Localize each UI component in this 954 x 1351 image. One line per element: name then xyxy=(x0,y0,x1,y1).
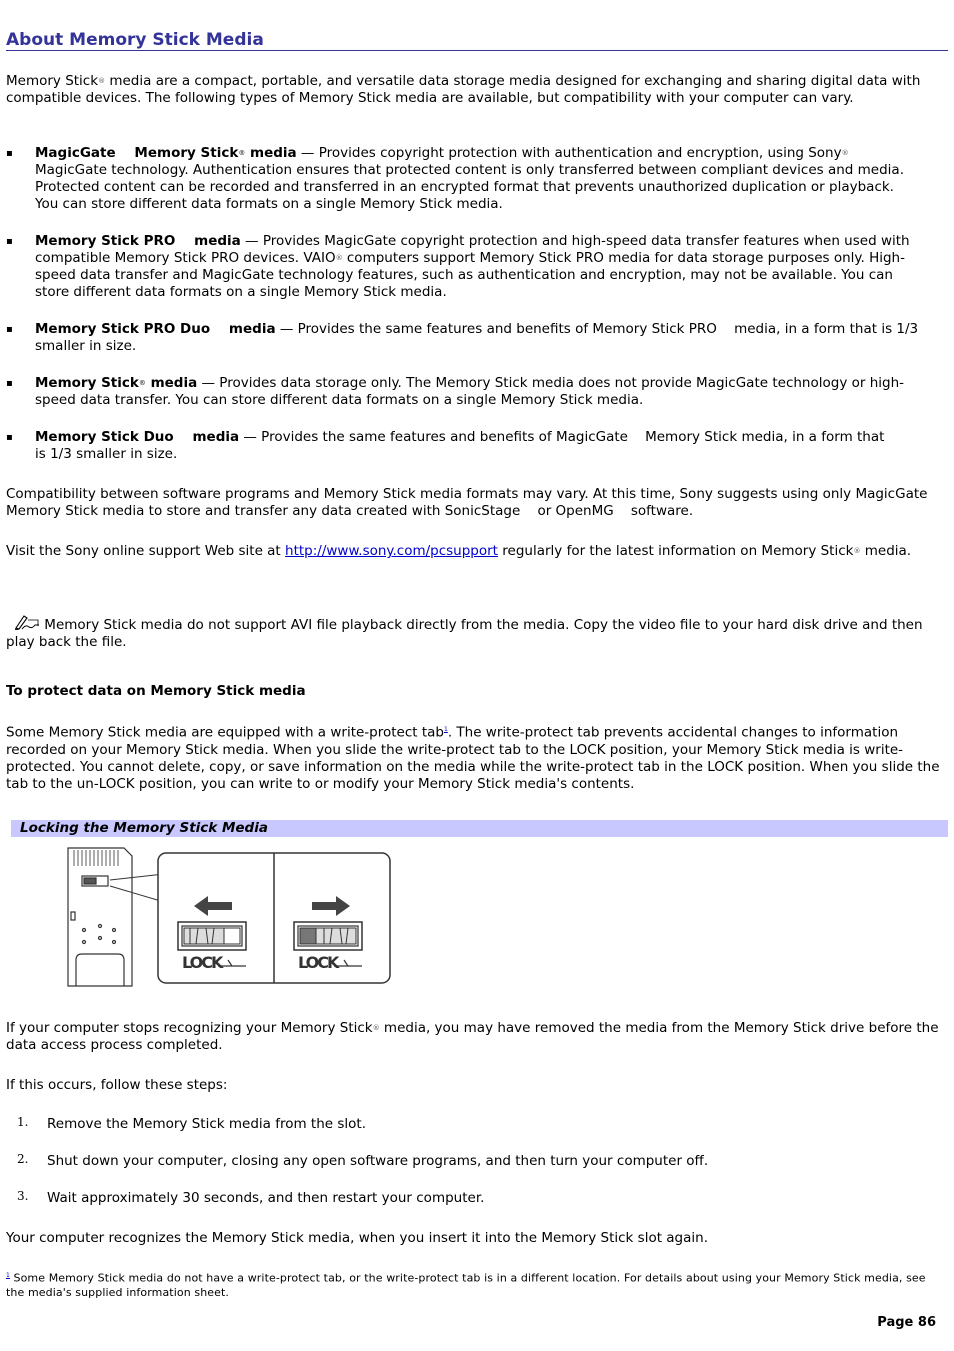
lock-label-left: LOCK xyxy=(182,953,222,972)
footnote: $^1$ Some Memory Stick media do not have a write-protect tab, or the write-protect tab is in a different location. For details about using your Memory Stick media, see the media's supplied information sheet. xyxy=(6,1271,926,1299)
closing-paragraph: Your computer recognizes the Memory Stick media, when you insert it into the Memory Stick slot again. xyxy=(6,1230,708,1246)
protect-paragraph: Some Memory Stick media are equipped with a write-protect tab$^1$. The write-protect tab prevents accidental changes to information recorded on your Memory Stick media. When you slide the write-protect tab to the LOCK position, your Memory Stick media is write-protected. You cannot delete, copy, or save information on the media while the write-protect tab in the LOCK position. When you slide the tab to the un-LOCK position, you can write to or modify your Memory Stick media's contents. xyxy=(6,724,940,792)
lock-switch-unlocked xyxy=(294,922,362,950)
page-number: Page 86 xyxy=(877,1315,936,1330)
bullet-marker: ▪ xyxy=(6,378,13,389)
support-link[interactable]: http://www.sony.com/pcsupport xyxy=(285,543,498,559)
bullet-marker: ▪ xyxy=(6,236,13,247)
footnote-ref-link[interactable]: 1 xyxy=(444,726,448,733)
lock-figure xyxy=(66,846,396,990)
lock-switch-locked xyxy=(178,922,246,950)
steps-intro: If this occurs, follow these steps: xyxy=(6,1077,228,1093)
bullet-marker: ▪ xyxy=(6,148,13,159)
note-paragraph: Memory Stick media do not support AVI file playback directly from the media. Copy the video file to your hard disk drive and then play back the file. xyxy=(6,614,948,651)
lock-label-right: LOCK xyxy=(298,953,338,972)
bullet-marker: ▪ xyxy=(6,324,13,335)
page-title: About Memory Stick Media xyxy=(6,30,948,51)
intro-paragraph: Memory Stick® media are a compact, portable, and versatile data storage media designed for exchanging and sharing digital data with compatible devices. The following types of Memory Stick media are available, but compatibility with your computer can vary. xyxy=(6,73,921,106)
protect-heading: To protect data on Memory Stick media xyxy=(6,683,306,699)
bullet-marker: ▪ xyxy=(6,432,13,443)
recognize-paragraph: If your computer stops recognizing your Memory Stick® media, you may have removed the media from the Memory Stick drive before the data access process completed. xyxy=(6,1020,939,1053)
compatibility-paragraph: Compatibility between software programs and Memory Stick media formats may vary. At this time, Sony suggests using only MagicGate Memory Stick media to store and transfer any data created with SonicStage or OpenMG software. xyxy=(6,486,932,519)
note-pencil-icon xyxy=(14,614,40,630)
figure-caption-bar: Locking the Memory Stick Media xyxy=(11,820,948,837)
footnote-anchor-link[interactable]: 1 xyxy=(6,1272,10,1279)
support-paragraph: Visit the Sony online support Web site at http://www.sony.com/pcsupport regularly for the latest information on Memory Stick® media. xyxy=(6,543,912,559)
memory-stick-card-icon xyxy=(68,848,132,986)
